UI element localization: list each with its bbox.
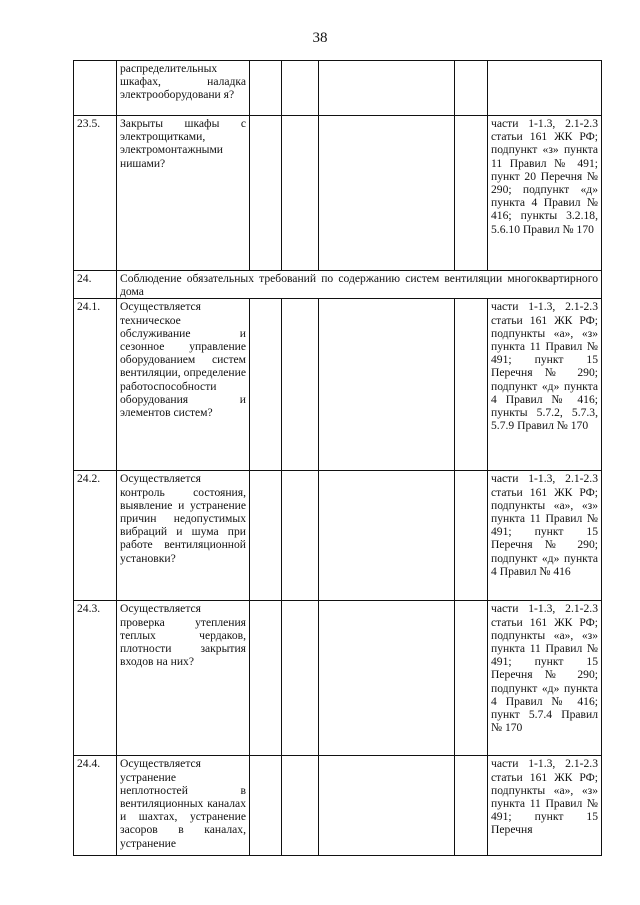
legal-references-cell: части 1-1.3, 2.1-2.3 статьи 161 ЖК РФ; подпункты «а», «з» пункта 11 Правил № 491; пункт 15 Перечня № 290; подпункт «д» пункта 4 Правил № 416 bbox=[488, 471, 602, 601]
comment-cell bbox=[455, 756, 488, 856]
answer-no-cell bbox=[282, 116, 319, 271]
comment-cell bbox=[455, 116, 488, 271]
not-applicable-cell bbox=[319, 116, 455, 271]
answer-no-cell bbox=[282, 756, 319, 856]
answer-no-cell bbox=[282, 299, 319, 471]
answer-yes-cell bbox=[250, 756, 282, 856]
row-number: 24.2. bbox=[74, 471, 117, 601]
legal-references-cell bbox=[488, 61, 602, 116]
table-row bbox=[74, 61, 602, 116]
row-number: 23.5. bbox=[74, 116, 117, 271]
question-cell: Осуществляется устранение неплотностей в вентиляционных каналах и шахтах, устранение засоров в каналах, устранение bbox=[117, 756, 250, 856]
answer-yes-cell bbox=[250, 601, 282, 756]
question-cell: Осуществляется проверка утепления теплых чердаков, плотности закрытия входов на них? bbox=[117, 601, 250, 756]
legal-references-cell: части 1-1.3, 2.1-2.3 статьи 161 ЖК РФ; подпункт «з» пункта 11 Правил № 491; пункт 20 Перечня № 290; подпункт «д» пункта 4 Правил № 416; пункты 3.2.18, 5.6.10 Правил № 170 bbox=[488, 116, 602, 271]
question-cell: Закрыты шкафы с электрощитками, электромонтажными нишами? bbox=[117, 116, 250, 271]
question-cell: Осуществляется техническое обслуживание и сезонное управление оборудованием систем вентиляции, определение работоспособности оборудования и элементов систем? bbox=[117, 299, 250, 471]
legal-references-cell: части 1-1.3, 2.1-2.3 статьи 161 ЖК РФ; подпункты «а», «з» пункта 11 Правил № 491; пункт 15 Перечня № 290; подпункт «д» пункта 4 Правил № 416; пункт 5.7.4 Правил № 170 bbox=[488, 601, 602, 756]
section-title: Соблюдение обязательных требований по содержанию систем вентиляции многоквартирного дома bbox=[117, 271, 602, 299]
not-applicable-cell bbox=[319, 756, 455, 856]
answer-yes-cell bbox=[250, 61, 282, 116]
page-number: 38 bbox=[312, 30, 328, 46]
table-row bbox=[74, 299, 602, 471]
row-number bbox=[74, 61, 117, 116]
answer-yes-cell bbox=[250, 471, 282, 601]
answer-no-cell bbox=[282, 471, 319, 601]
question-cell: распределительных шкафах, наладка электрооборудовани я? bbox=[117, 61, 250, 116]
row-number: 24.1. bbox=[74, 299, 117, 471]
not-applicable-cell bbox=[319, 601, 455, 756]
answer-yes-cell bbox=[250, 116, 282, 271]
row-number: 24.3. bbox=[74, 601, 117, 756]
answer-no-cell bbox=[282, 61, 319, 116]
not-applicable-cell bbox=[319, 299, 455, 471]
answer-no-cell bbox=[282, 601, 319, 756]
comment-cell bbox=[455, 61, 488, 116]
comment-cell bbox=[455, 601, 488, 756]
table-row bbox=[74, 471, 602, 601]
comment-cell bbox=[455, 471, 488, 601]
comment-cell bbox=[455, 299, 488, 471]
question-cell: Осуществляется контроль состояния, выявление и устранение причин недопустимых вибраций и шума при работе вентиляционной установки? bbox=[117, 471, 250, 601]
legal-references-cell: части 1-1.3, 2.1-2.3 статьи 161 ЖК РФ; подпункты «а», «з» пункта 11 Правил № 491; пункт 15 Перечня bbox=[488, 756, 602, 856]
not-applicable-cell bbox=[319, 471, 455, 601]
table-row bbox=[74, 116, 602, 271]
not-applicable-cell bbox=[319, 61, 455, 116]
legal-references-cell: части 1-1.3, 2.1-2.3 статьи 161 ЖК РФ; подпункты «а», «з» пункта 11 Правил № 491; пункт 15 Перечня № 290; подпункт «д» пункта 4 Правил № 416; пункты 5.7.2, 5.7.3, 5.7.9 Правил № 170 bbox=[488, 299, 602, 471]
table-row bbox=[74, 601, 602, 756]
row-number: 24.4. bbox=[74, 756, 117, 856]
section-header-row bbox=[74, 271, 602, 299]
section-number: 24. bbox=[74, 271, 117, 299]
checklist-table bbox=[73, 60, 602, 856]
answer-yes-cell bbox=[250, 299, 282, 471]
table-row bbox=[74, 756, 602, 856]
